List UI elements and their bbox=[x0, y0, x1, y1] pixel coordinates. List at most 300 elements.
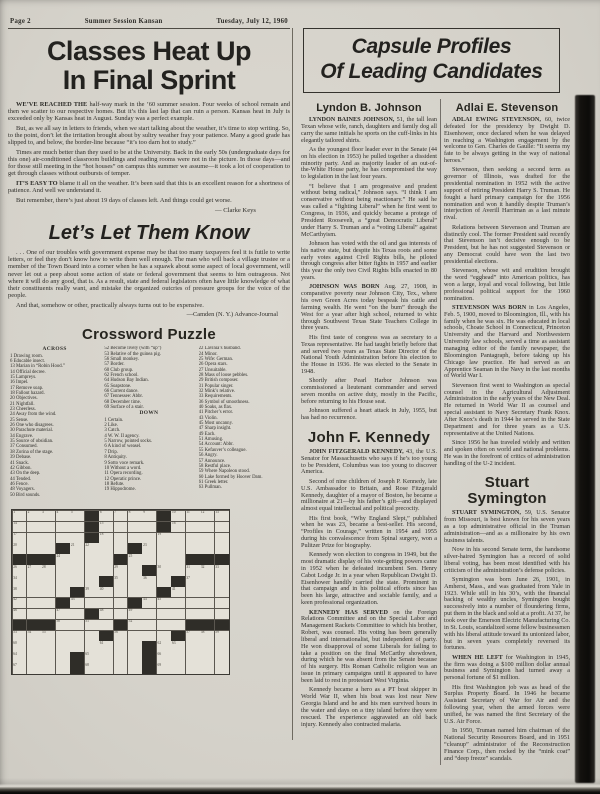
crossword-cell bbox=[13, 598, 27, 608]
crossword-cell bbox=[85, 543, 99, 553]
crossword-cell-number: 32 bbox=[200, 564, 205, 569]
crossword-cell bbox=[114, 543, 128, 553]
crossword-cell bbox=[41, 631, 55, 641]
clue-item: 45 Most uncanny. bbox=[198, 421, 233, 427]
paragraph: IT’S EASY TO blame it all on the weather. It’s been said that this is an excellent reason for a shortness of patience. And well we understand it. bbox=[8, 180, 290, 195]
crossword-cell bbox=[200, 598, 214, 608]
clue-item: 65 Soapstone. bbox=[104, 383, 132, 389]
crossword-cell bbox=[99, 587, 113, 597]
crossword-cell-black bbox=[200, 554, 214, 564]
crossword-cell-number: 10 bbox=[171, 510, 176, 515]
clue-item: 50 Bird sounds. bbox=[10, 492, 41, 498]
crossword-cell-number: 22 bbox=[85, 542, 89, 547]
crossword-cell-number: 1 bbox=[13, 510, 15, 515]
profiles-column-right bbox=[444, 99, 570, 765]
crossword-cell-black bbox=[27, 554, 41, 564]
paragraph: His first Washington job was as head of the Surplus Property Board. In 1946 he became Assistant Secretary of War for Air and the following year, when the armed forces were unified, he was named the first Secretary of the U.S. Air Force. bbox=[444, 683, 570, 725]
crossword-cell bbox=[85, 663, 99, 673]
clue-item: 20 Objectives. bbox=[10, 396, 38, 402]
crossword-cell bbox=[56, 587, 70, 597]
paragraph: . . . One of our troubles with government expense may be that too many taxpayers feel it is futile to write letters, or feel they don’t know how to write them well enough. The man who will back a village trustee or a member of the Town Board into a corner when he has a squawk about some aspect of local government, will never let out a peep about some action of state or federal government that seems to him outrageous. Not where it will do any good, that is. As a result, state and federal legislators often have little knowledge of what their constituents really want, and mistake the organized outcries of pressure groups for the voice of the people. bbox=[8, 249, 290, 299]
crossword-cell-black bbox=[215, 620, 229, 630]
clue-item: 66 Current dance. bbox=[104, 389, 139, 395]
clue-item: 18 Fallout hazard. bbox=[10, 391, 45, 397]
crossword-cell bbox=[85, 576, 99, 586]
crossword-cell bbox=[157, 609, 171, 619]
crossword-cell bbox=[200, 609, 214, 619]
crossword-cell bbox=[215, 631, 229, 641]
crossword-cell-number: 48 bbox=[99, 608, 104, 613]
crossword-cell bbox=[70, 609, 84, 619]
crossword-cell-black bbox=[56, 543, 70, 553]
crossword-cell bbox=[70, 641, 84, 651]
crossword-cell-number: 52 bbox=[128, 619, 133, 624]
paragraph-lead: STEVENSON WAS BORN bbox=[452, 303, 529, 311]
right-panel bbox=[296, 18, 596, 780]
paragraph: Johnson has voted with the oil and gas interests of his native state, but despite his Texas roots and some early votes against Civil Rights bills, he piloted through congress after bitter fights in 1957 and earlier this year the only two Civil Rights bills enacted in 80 years. bbox=[301, 239, 438, 282]
crossword-cell bbox=[215, 576, 229, 586]
crossword-cell bbox=[157, 543, 171, 553]
crossword-cell bbox=[186, 609, 200, 619]
crossword-cell bbox=[215, 641, 229, 651]
crossword-cell bbox=[70, 631, 84, 641]
crossword-cell bbox=[157, 652, 171, 662]
crossword-cell-number: 35 bbox=[114, 575, 118, 580]
clue-item: 49 Each. bbox=[198, 431, 216, 437]
clue-item: 24 Minor. bbox=[198, 351, 218, 357]
headline-line-2: In Final Sprint bbox=[62, 65, 236, 95]
crossword-cell-number: 44 bbox=[143, 597, 147, 602]
crossword-cell bbox=[41, 598, 55, 608]
paragraph: But remember, there’s just about 19 days of classes left. And things could get worse. bbox=[16, 196, 232, 204]
crossword-cell bbox=[157, 631, 171, 641]
clue-item: 5 Narrow, pointed socks. bbox=[104, 439, 153, 445]
crossword-cell bbox=[171, 533, 185, 543]
article-final-sprint bbox=[8, 101, 290, 204]
crossword-cell-number: 7 bbox=[114, 510, 117, 515]
crossword-cell-number: 18 bbox=[99, 532, 104, 537]
masthead bbox=[8, 18, 290, 29]
box-title-line-1: Capsule Profiles bbox=[351, 35, 512, 58]
crossword-cell bbox=[186, 587, 200, 597]
clue-item: 21 Nightfall. bbox=[10, 401, 35, 407]
paragraph: Stevenson, whose wit and erudition brought the word “egghead” into American politics, has won a large, loyal and vocal following, but little professional political support for the 1960 nomination. bbox=[444, 267, 570, 302]
paragraph: Johnson suffered a heart attack in July, 1955, but has had no recurrence. bbox=[301, 407, 438, 422]
crossword-cell-black bbox=[70, 663, 84, 673]
clue-item: 3 Catch. bbox=[104, 428, 121, 434]
crossword-cell-black bbox=[215, 554, 229, 564]
crossword-cell-number: 33 bbox=[215, 564, 219, 569]
crossword-cell-number: 23 bbox=[143, 542, 147, 547]
crossword-cell bbox=[128, 511, 142, 521]
clue-list-header: ACROSS bbox=[42, 346, 67, 353]
crossword-cell bbox=[114, 631, 128, 641]
clue-column-across bbox=[10, 346, 99, 505]
crossword-cell-number: 41 bbox=[171, 586, 176, 591]
box-title-line-2: Of Leading Candidates bbox=[320, 60, 543, 83]
crossword-cell bbox=[142, 554, 156, 564]
crossword-cell bbox=[114, 663, 128, 673]
crossword-cell-number: 20 bbox=[13, 542, 17, 547]
headline-line-1: Classes Heat Up bbox=[46, 36, 252, 66]
crossword-cell bbox=[99, 620, 113, 630]
paragraph: WHEN HE LEFT for Washington in 1945, the firm was doing a $100 million dollar annual business and Symington had turned away a personal fortune of $1 million. bbox=[444, 653, 570, 682]
article-stevenson bbox=[444, 117, 570, 467]
crossword-cell bbox=[186, 576, 200, 586]
crossword-cell bbox=[215, 652, 229, 662]
crossword-cell bbox=[157, 576, 171, 586]
crossword-cell bbox=[128, 663, 142, 673]
crossword-cell-number: 57 bbox=[186, 630, 190, 635]
crossword-cell bbox=[200, 663, 214, 673]
crossword-cell bbox=[99, 554, 113, 564]
clue-item: 42 Gibbon. bbox=[10, 465, 32, 471]
crossword-cell bbox=[200, 511, 214, 521]
crossword-cell bbox=[13, 533, 27, 543]
crossword-cell bbox=[142, 543, 156, 553]
section-title-let-them-know: Let’s Let Them Know bbox=[48, 222, 250, 245]
crossword-cell-number: 6 bbox=[99, 510, 102, 515]
clue-item: 6 A kind of weasel. bbox=[104, 444, 142, 450]
crossword-cell-black bbox=[157, 511, 171, 521]
crossword-cell bbox=[171, 598, 185, 608]
crossword-cell bbox=[41, 543, 55, 553]
crossword-cell bbox=[171, 543, 185, 553]
crossword-cell bbox=[13, 663, 27, 673]
crossword-cell-black bbox=[142, 663, 156, 673]
clue-item: 60 Lake formed by Hoover Dam. bbox=[198, 474, 263, 480]
clue-item: 24 Away from the wind. bbox=[10, 412, 57, 418]
crossword-cell-black bbox=[128, 543, 142, 553]
clue-item: 29 British composer. bbox=[198, 378, 239, 384]
crossword-cell bbox=[56, 565, 70, 575]
crossword-cell-black bbox=[85, 522, 99, 532]
crossword-cell-black bbox=[114, 554, 128, 564]
crossword-cell bbox=[114, 641, 128, 651]
crossword-cell bbox=[41, 663, 55, 673]
crossword-cell bbox=[171, 511, 185, 521]
crossword-cell-number: 65 bbox=[85, 651, 89, 656]
crossword-cell bbox=[56, 554, 70, 564]
paper-name: Summer Session Kansan bbox=[84, 18, 163, 25]
crossword-cell bbox=[128, 565, 142, 575]
crossword-cell-number: 12 bbox=[200, 510, 205, 515]
paragraph: Since 1956 he has traveled widely and written and spoken often on world and national problems. He was in the forefront of critics of administration handling of the U-2 incident. bbox=[444, 438, 570, 467]
crossword-cell bbox=[85, 587, 99, 597]
candidate-name-kennedy: John F. Kennedy bbox=[307, 428, 431, 446]
paragraph: ADLAI EWING STEVENSON, 60, twice defeated for the presidency by Dwight D. Eisenhower, once declared when he was delayed in reaching a Washington engagement by the welcome to Gen. Charles de Gaulle: “It seems my fate to be always getting in the way of national heroes.” bbox=[444, 116, 570, 165]
crossword-cell-number: 49 bbox=[128, 608, 133, 613]
crossword-cell bbox=[114, 609, 128, 619]
scan-edge-bar bbox=[575, 95, 595, 783]
crossword-cell-number: 68 bbox=[85, 662, 89, 667]
crossword-cell bbox=[70, 511, 84, 521]
crossword-cell bbox=[27, 576, 41, 586]
crossword-cell bbox=[27, 631, 41, 641]
crossword-title: Crossword Puzzle bbox=[82, 326, 216, 344]
clue-item: 12 Operatic prince. bbox=[104, 476, 142, 482]
crossword-cell bbox=[186, 598, 200, 608]
crossword-cell bbox=[27, 609, 41, 619]
crossword-cell bbox=[142, 620, 156, 630]
crossword-cell-number: 16 bbox=[171, 521, 176, 526]
clue-item: 26 One who disagrees. bbox=[10, 423, 54, 429]
article-johnson bbox=[301, 117, 437, 422]
crossword-cell-number: 4 bbox=[56, 510, 59, 515]
crossword-cell-number: 64 bbox=[13, 651, 17, 656]
crossword-cell bbox=[157, 663, 171, 673]
paragraph: His first book, “Why England Slept,” published when he was 23, became a best-seller. His second, “Profiles in Courage,” written in 1954 and 1955 during his convalescence from Spinal surgery, won a Pulitzer Prize for biography. bbox=[301, 514, 438, 549]
clue-item: 68 December time. bbox=[104, 399, 141, 405]
crossword-cell bbox=[13, 522, 27, 532]
crossword-cell-number: 2 bbox=[27, 510, 30, 515]
crossword-cell bbox=[41, 587, 55, 597]
crossword-cell-number: 26 bbox=[13, 564, 17, 569]
profiles-columns bbox=[301, 99, 570, 765]
crossword-cell bbox=[27, 641, 41, 651]
crossword-cell-number: 42 bbox=[13, 597, 17, 602]
crossword-cell bbox=[128, 652, 142, 662]
clue-item: 67 Tennessee: Abbr. bbox=[104, 394, 143, 400]
crossword-cell bbox=[13, 609, 27, 619]
clue-item: 1 Certain. bbox=[104, 417, 124, 423]
crossword-cell bbox=[114, 511, 128, 521]
crossword-cell bbox=[13, 631, 27, 641]
crossword-cell bbox=[27, 565, 41, 575]
clue-column-middle bbox=[104, 346, 193, 505]
clue-item: 35 Source of obsidian. bbox=[10, 439, 54, 445]
crossword-cell bbox=[171, 663, 185, 673]
crossword-cell bbox=[186, 543, 200, 553]
clue-item: 39 Debase. bbox=[10, 455, 32, 461]
crossword-cell bbox=[171, 522, 185, 532]
crossword-cell-number: 61 bbox=[99, 640, 104, 645]
clue-item: 48 Voyagers. bbox=[10, 487, 35, 493]
crossword-cell bbox=[56, 609, 70, 619]
clue-item: 14 Official decree. bbox=[10, 369, 46, 375]
crossword-cell bbox=[157, 554, 171, 564]
crossword-cell bbox=[128, 554, 142, 564]
crossword-cell bbox=[171, 620, 185, 630]
crossword-cell bbox=[171, 641, 185, 651]
crossword-cell bbox=[56, 533, 70, 543]
crossword-cell bbox=[142, 533, 156, 543]
clue-item: 13 Marian in “Robin Hood.” bbox=[10, 364, 66, 370]
crossword-cell-black bbox=[41, 620, 55, 630]
crossword-cell bbox=[157, 620, 171, 630]
clue-item: 55 Kefauver’s colleague. bbox=[198, 447, 247, 453]
crossword-cell-black bbox=[56, 598, 70, 608]
clue-item: 16 Impel. bbox=[10, 380, 29, 386]
crossword-cell-black bbox=[99, 576, 113, 586]
crossword-cell bbox=[157, 598, 171, 608]
crossword-cell bbox=[142, 609, 156, 619]
crossword-cell bbox=[142, 587, 156, 597]
clue-item: 30 Parachute material. bbox=[10, 428, 54, 434]
article-kennedy bbox=[301, 449, 437, 728]
crossword-cell-black bbox=[99, 631, 113, 641]
crossword-cell bbox=[186, 511, 200, 521]
clue-item: 28 Mass of loose pebbles. bbox=[198, 373, 249, 378]
crossword-cell bbox=[41, 522, 55, 532]
crossword-cell bbox=[114, 598, 128, 608]
crossword-cell-black bbox=[142, 565, 156, 575]
clue-item: 58 Restful place. bbox=[198, 463, 232, 469]
crossword-cell bbox=[70, 554, 84, 564]
clue-item: 1 Drawing room. bbox=[10, 353, 43, 359]
clue-item: 37 Consumed. bbox=[10, 444, 38, 450]
crossword-cell-number: 25 bbox=[128, 553, 133, 558]
clue-item: 47 Sharp insight. bbox=[198, 426, 232, 432]
clue-item: 38 Zorina of the stage. bbox=[10, 449, 54, 455]
crossword-cell-number: 8 bbox=[128, 510, 131, 515]
crossword-cell-number: 45 bbox=[157, 597, 162, 602]
paragraph: But, as we all say in letters to friends, when we start talking about the weather, it’s time to stop writing. So, to the point, don’t let the irritation brought about by sultry weather fray your patience. Many a good grade has slipped to, and below, the border-line because “it’s too darn hot to study.” bbox=[8, 124, 290, 147]
crossword-cell bbox=[13, 565, 27, 575]
clue-item: 8 Antiquity. bbox=[104, 455, 127, 461]
crossword-cell bbox=[215, 663, 229, 673]
crossword-cell bbox=[41, 652, 55, 662]
crossword-cell bbox=[200, 641, 214, 651]
crossword-cell bbox=[142, 598, 156, 608]
crossword-cell bbox=[99, 598, 113, 608]
crossword-cell bbox=[27, 598, 41, 608]
crossword-cell bbox=[85, 641, 99, 651]
crossword-cell bbox=[27, 543, 41, 553]
crossword-cell bbox=[85, 554, 99, 564]
clue-list-header: DOWN bbox=[139, 410, 159, 417]
crossword-cell bbox=[200, 522, 214, 532]
crossword-cell bbox=[85, 631, 99, 641]
crossword-cell-number: 63 bbox=[171, 640, 176, 645]
crossword-cell bbox=[13, 576, 27, 586]
crossword-cell bbox=[171, 609, 185, 619]
crossword-cell-number: 30 bbox=[157, 564, 162, 569]
crossword-cell bbox=[157, 641, 171, 651]
crossword-cell bbox=[200, 576, 214, 586]
clue-item: 32 Mink’s relative. bbox=[198, 389, 236, 395]
paragraph: Second of nine children of Joseph P. Kennedy, late U.S. Ambassador to Britain, and Rose Fitzgerald Kennedy, daughter of a mayor of Boston, he became a millionaire at 21—by his father’s gift—and displayed almost equal intellectual and political precocity. bbox=[301, 477, 438, 513]
crossword-cell-black bbox=[114, 620, 128, 630]
crossword-cell-black bbox=[70, 652, 84, 662]
paragraph: Relations between Stevenson and Truman are distinctly cool. The former President said recently that Stevenson isn’t decisive enough to be President, but he has not suggested Stevenson or any Democrat could have won the last two presidential elections. bbox=[444, 223, 570, 265]
crossword-cell-number: 60 bbox=[13, 640, 17, 645]
crossword-cell bbox=[171, 587, 185, 597]
crossword-cell bbox=[70, 543, 84, 553]
crossword-cell bbox=[56, 522, 70, 532]
paragraph-lead: WHEN HE LEFT bbox=[452, 653, 506, 661]
crossword-cell bbox=[99, 641, 113, 651]
clue-item: 56 Angry. bbox=[198, 453, 218, 459]
paragraph-lead: STUART SYMINGTON, bbox=[452, 509, 525, 517]
clue-item: 54 Account: Abbr. bbox=[198, 442, 234, 448]
paragraph: KENNEDY HAS SERVED on the Foreign Relations Committee and on the Special Labor and Management Rackets Committee to which his brother, Robert, was counsel. His voting has been generally liberal and internationalist, but independent of party. He won disapproval of some Liberals for failing to take a position on the final McCarthy showdown, during which he was absent from the Senate because of his surgery. His Roman Catholic religion was an issue in primary campaigns until it appeared to have been laid to rest in protestant West Virginia. bbox=[301, 608, 438, 684]
crossword-cell-number: 11 bbox=[186, 510, 190, 515]
crossword-cell bbox=[186, 522, 200, 532]
crossword-cell-number: 62 bbox=[157, 640, 162, 645]
crossword-cell-number: 50 bbox=[56, 619, 61, 624]
crossword-cell bbox=[114, 565, 128, 575]
paragraph: LYNDON BAINES JOHNSON, 51, the tall lean Texan whose wife, ranch, daughters and family dog all carry the same initials he sports on the cuff-links in his elegantly tailored shirts. bbox=[301, 116, 438, 144]
clue-item: 22 Lavinia’s husband. bbox=[198, 346, 241, 352]
profiles-column-left bbox=[301, 99, 437, 765]
crossword-cell-number: 66 bbox=[157, 651, 162, 656]
clue-item: 7 Drip. bbox=[104, 449, 118, 455]
clue-item: 56 Small monkey. bbox=[104, 356, 140, 362]
clue-item: 10 Without a word. bbox=[104, 465, 142, 471]
crossword-cell-number: 13 bbox=[215, 510, 219, 515]
crossword-cell bbox=[13, 587, 27, 597]
crossword-cell-number: 15 bbox=[99, 521, 104, 526]
crossword-cell-black bbox=[157, 522, 171, 532]
byline-clarke-keys: — Clarke Keys bbox=[214, 207, 256, 215]
crossword-cell bbox=[41, 609, 55, 619]
column-divider-rule bbox=[292, 28, 293, 740]
clue-item: 9 Sotto voce remark. bbox=[104, 460, 145, 466]
crossword-cell-number: 31 bbox=[186, 564, 190, 569]
crossword-cell bbox=[142, 511, 156, 521]
crossword-cell bbox=[215, 522, 229, 532]
crossword-cell bbox=[114, 576, 128, 586]
candidate-name-symington: Stuart Symington bbox=[467, 474, 547, 508]
crossword-cell bbox=[27, 587, 41, 597]
left-column bbox=[8, 18, 290, 780]
paragraph: Symington was born June 26, 1901, in Amherst, Mass., and was graduated from Yale in 1923. While still in his 30’s, with the financial backing of wealthy uncles, Symington bought successively into a number of floundering firms, put them in the black and sold at a profit. At 37, he took over the Emerson Electric Manufacturing Co. in St. Louis, scandalized some fellow businessmen with his liberal attitude toward its unionized labor, but in seven years completely reversed its fortunes. bbox=[444, 575, 570, 652]
crossword-cell bbox=[99, 511, 113, 521]
crossword-cell bbox=[128, 641, 142, 651]
crossword-cell-number: 58 bbox=[200, 630, 205, 635]
page-columns bbox=[8, 18, 596, 780]
crossword-cell-number: 36 bbox=[143, 575, 147, 580]
crossword-cell-number: 38 bbox=[13, 586, 17, 591]
crossword-cell bbox=[70, 533, 84, 543]
clue-item: 4 W. W. II agency. bbox=[104, 433, 140, 439]
crossword-cell bbox=[99, 663, 113, 673]
paragraph: Stevenson first went to Washington as special counsel in the Agricultural Adjustment Administration in the early years of the New Deal. He returned in World War II as counsel and special assistant to Navy Secretary Frank Knox. After Knox’s death in 1944 he served in the State Department and for three years as a U.S. representative at the United Nations. bbox=[444, 381, 570, 437]
paragraph: Stevenson, then seeking a second term as governor of Illinois, was drafted for the presidential nomination in 1952 with the active support of retiring President Harry S. Truman. He fought a hard primary campaign for the 1956 nomination and won it handily despite Truman’s interjection of Averill Harriman as a last minute rival. bbox=[444, 166, 570, 222]
crossword-cell-black bbox=[171, 631, 185, 641]
crossword-cell bbox=[215, 598, 229, 608]
crossword-cell-black bbox=[13, 554, 27, 564]
crossword-cell bbox=[142, 522, 156, 532]
crossword-cell bbox=[128, 587, 142, 597]
paragraph: Now in his second Senate term, the handsome silver-haired Symington has a record of solid liberal voting, has been most identified with his criticism of the administration’s defense policies. bbox=[444, 546, 570, 574]
crossword-cell-black bbox=[157, 587, 171, 597]
crossword-cell bbox=[27, 533, 41, 543]
clue-item: 61 Greek letter. bbox=[198, 479, 229, 485]
crossword-cell bbox=[114, 652, 128, 662]
clue-column-down bbox=[199, 346, 288, 505]
page-bottom-shadow bbox=[0, 778, 600, 794]
crossword-cell-number: 27 bbox=[27, 564, 32, 569]
paragraph: Kennedy became a hero as a PT boat skipper in World War II, when his boat was lost near New Georgia Island and he and his men survived hours in the water and days on a tiny island before they were rescued. The experience aggravated an old back injury. Kennedy also contracted malaria. bbox=[301, 686, 438, 728]
crossword-cell-number: 37 bbox=[186, 575, 190, 580]
crossword-cell-number: 59 bbox=[215, 630, 219, 635]
crossword-cell bbox=[128, 609, 142, 619]
crossword-cell bbox=[186, 641, 200, 651]
crossword-cell-number: 3 bbox=[42, 510, 44, 515]
crossword-cell bbox=[142, 576, 156, 586]
crossword-cell-number: 43 bbox=[70, 597, 75, 602]
clue-item: 43 Violin. bbox=[198, 415, 218, 421]
clue-item: 25 Sense. bbox=[10, 417, 29, 423]
crossword-cell bbox=[128, 620, 142, 630]
crossword-cell-number: 28 bbox=[42, 564, 46, 569]
attribution-advance-journal: —Camden (N. Y.) Advance-Journal bbox=[186, 311, 278, 319]
crossword-cell bbox=[56, 511, 70, 521]
crossword-cell-number: 34 bbox=[13, 575, 17, 580]
clue-item: 2 Like. bbox=[104, 423, 118, 429]
